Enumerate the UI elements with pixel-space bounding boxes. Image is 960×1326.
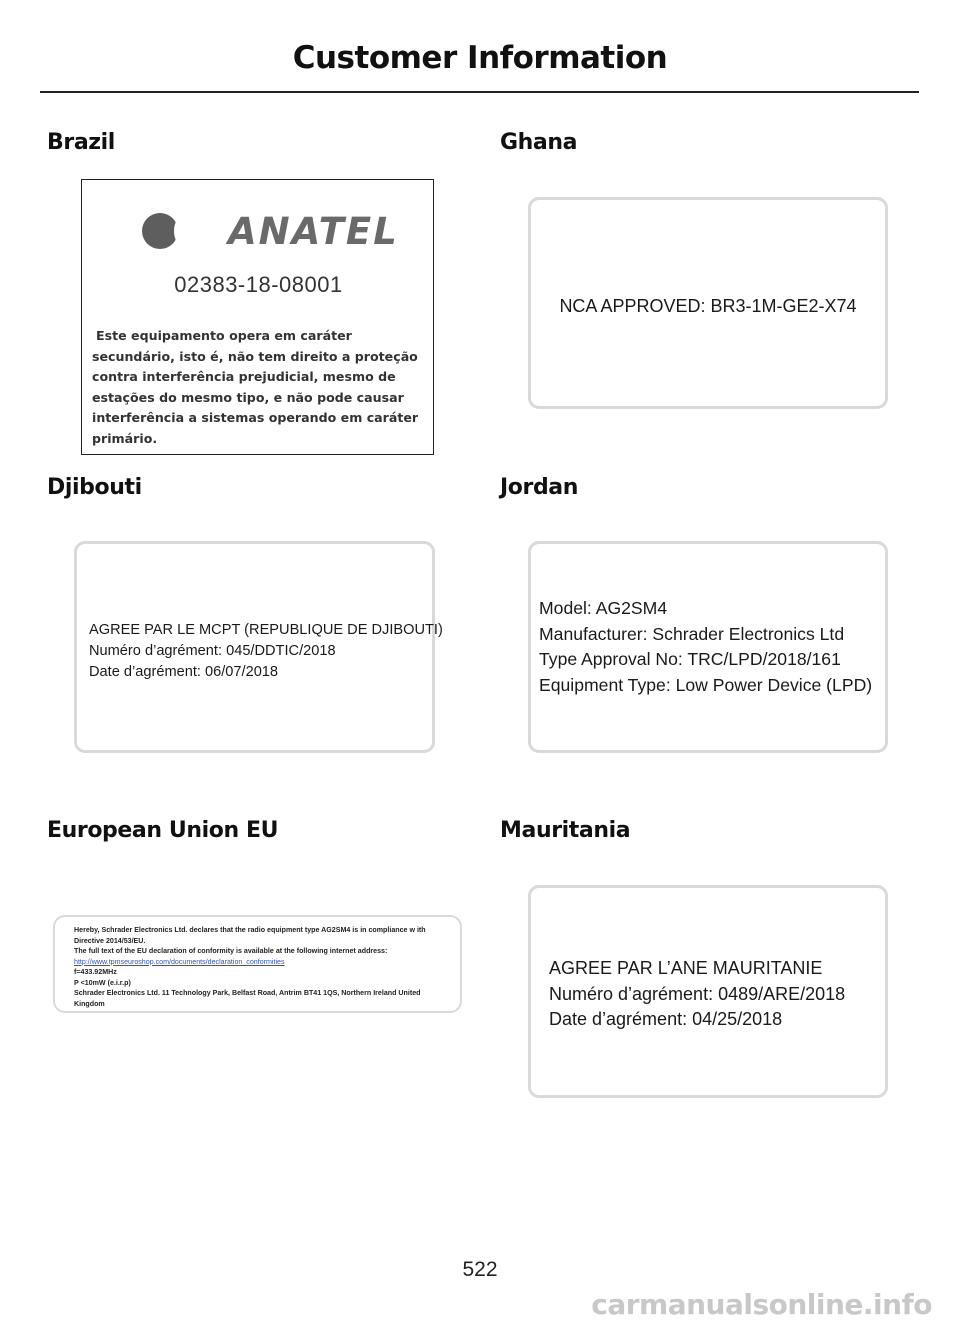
anatel-notice bbox=[92, 326, 432, 450]
heading-jordan: Jordan bbox=[500, 475, 579, 500]
eu-label-line: P <10mW (e.i.r.p) bbox=[74, 978, 131, 987]
anatel-label-image bbox=[81, 179, 434, 455]
jordan-label-text bbox=[539, 596, 872, 698]
page-title: Customer Information bbox=[292, 40, 668, 76]
ghana-label-text: NCA APPROVED: BR3-1M-GE2-X74 bbox=[559, 296, 857, 316]
page-number: 522 bbox=[462, 1258, 498, 1281]
eu-label-line: Schrader Electronics Ltd. 11 Technology Park, Belfast Road, Antrim BT41 1QS, Northern Ireland United bbox=[74, 989, 421, 997]
anatel-brand: ANATEL bbox=[228, 210, 399, 253]
watermark: carmanualsonline.info bbox=[591, 1288, 932, 1321]
mauritania-label-text bbox=[549, 956, 845, 1033]
jordan-label-line: Manufacturer: Schrader Electronics Ltd bbox=[539, 623, 845, 644]
anatel-notice-line: estações do mesmo tipo, e não pode causar bbox=[92, 389, 404, 405]
djibouti-label-line: Numéro d’agrément: 045/DDTIC/2018 bbox=[89, 643, 336, 659]
anatel-code: 02383-18-08001 bbox=[174, 272, 343, 297]
anatel-logo-icon bbox=[142, 213, 178, 249]
jordan-label-line: Model: AG2SM4 bbox=[539, 598, 668, 618]
title-divider bbox=[40, 91, 919, 93]
djibouti-label bbox=[74, 541, 443, 753]
anatel-notice-line: interferência a sistemas operando em caráter bbox=[92, 410, 419, 426]
heading-brazil: Brazil bbox=[47, 130, 115, 155]
eu-label-text bbox=[74, 925, 426, 1009]
djibouti-label-line: Date d’agrément: 06/07/2018 bbox=[89, 664, 279, 680]
ghana-label bbox=[528, 197, 888, 409]
jordan-label-line: Equipment Type: Low Power Device (LPD) bbox=[539, 674, 873, 695]
heading-mauritania: Mauritania bbox=[500, 818, 631, 843]
anatel-notice-line: contra interferência prejudicial, mesmo de bbox=[92, 369, 396, 385]
eu-label-line: f=433.92MHz bbox=[74, 968, 117, 976]
djibouti-label-line: AGREE PAR LE MCPT (REPUBLIQUE DE DJIBOUTI) bbox=[89, 622, 443, 638]
mauritania-label-line: AGREE PAR L’ANE MAURITANIE bbox=[549, 958, 823, 978]
mauritania-label bbox=[528, 885, 888, 1098]
mauritania-label-line: Date d’agrément: 04/25/2018 bbox=[549, 1009, 783, 1029]
jordan-label-line: Type Approval No: TRC/LPD/2018/161 bbox=[539, 649, 841, 669]
anatel-notice-line: Este equipamento opera em caráter bbox=[96, 328, 352, 343]
heading-djibouti: Djibouti bbox=[47, 475, 142, 500]
heading-eu: European Union EU bbox=[47, 818, 279, 843]
eu-declaration-link[interactable]: http://www.tpmseuroshop.com/documents/declaration_conformities bbox=[74, 957, 285, 966]
jordan-label bbox=[528, 541, 888, 753]
djibouti-label-text bbox=[89, 620, 443, 683]
eu-label-line: The full text of the EU declaration of conformity is available at the following internet address: bbox=[74, 947, 388, 955]
eu-label-line: Directive 2014/53/EU. bbox=[74, 936, 146, 945]
anatel-notice-line: primário. bbox=[92, 430, 158, 446]
eu-label-line: Hereby, Schrader Electronics Ltd. declares that the radio equipment type AG2SM4 is in compliance w ith bbox=[74, 926, 426, 934]
anatel-notice-line: secundário, isto é, não tem direito a proteção bbox=[92, 348, 418, 364]
eu-label-line: Kingdom bbox=[74, 999, 105, 1008]
heading-ghana: Ghana bbox=[500, 130, 578, 155]
eu-label bbox=[53, 915, 462, 1013]
mauritania-label-line: Numéro d’agrément: 0489/ARE/2018 bbox=[549, 983, 846, 1004]
